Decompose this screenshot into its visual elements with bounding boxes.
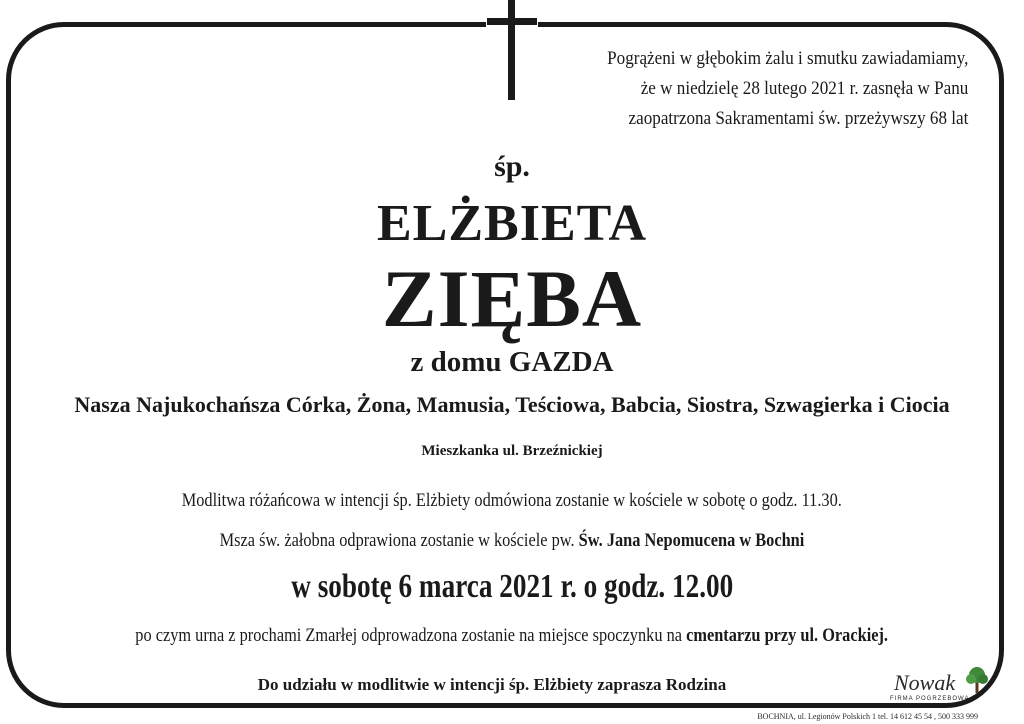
burial-prefix: po czym urna z prochami Zmarłej odprowadzona zostanie na miejsce spoczynku na bbox=[135, 625, 687, 646]
deceased-first-name: ELŻBIETA bbox=[376, 195, 648, 252]
family-invitation: Do udziału w modlitwie w intencji śp. Elżbiety zaprasza Rodzina bbox=[257, 675, 727, 694]
rosary-text: Modlitwa różańcowa w intencji śp. Elżbiety odmówiona zostanie w kościele w sobotę o godz. 11.30. bbox=[181, 490, 843, 511]
deceased-family-roles: Nasza Najukochańsza Córka, Żona, Mamusia, Teściowa, Babcia, Siostra, Szwagierka i Ciocia bbox=[74, 392, 950, 417]
tree-icon bbox=[964, 666, 990, 694]
mass-prefix: Msza św. żałobna odprawiona zostanie w kościele pw. bbox=[219, 530, 579, 551]
funeral-home-subtitle: FIRMA POGRZEBOWA bbox=[890, 696, 970, 702]
cross-icon bbox=[508, 0, 515, 100]
intro-line-3: zaopatrzona Sakramentami św. przeżywszy 68 lat bbox=[628, 108, 968, 129]
funeral-home-contact: BOCHNIA, ul. Legionów Polskich 1 tel. 14 612 45 54 , 500 333 999 bbox=[757, 712, 978, 721]
mass-text bbox=[220, 530, 805, 552]
deceased-surname: ZIĘBA bbox=[381, 253, 643, 344]
intro-announcement bbox=[607, 44, 968, 134]
burial-info bbox=[0, 625, 1024, 647]
cross-icon-bar bbox=[487, 18, 537, 25]
funeral-home-name: Nowak bbox=[894, 670, 956, 695]
burial-cemetery: cmentarzu przy ul. Orackiej. bbox=[686, 625, 889, 646]
deceased-residence: Mieszkanka ul. Brzeźnickiej bbox=[421, 443, 603, 459]
mass-info bbox=[0, 530, 1024, 552]
burial-text bbox=[136, 625, 889, 647]
rosary-info bbox=[0, 490, 1024, 512]
intro-line-2: że w niedzielę 28 lutego 2021 r. zasnęła w Panu bbox=[640, 78, 968, 99]
mass-datetime-text: w sobotę 6 marca 2021 r. o godz. 12.00 bbox=[291, 568, 733, 605]
mass-datetime bbox=[0, 568, 1024, 606]
intro-line-1: Pogrążeni w głębokim żalu i smutku zawiadamiamy, bbox=[606, 48, 968, 69]
funeral-home-logo bbox=[884, 666, 994, 706]
deceased-maiden-name: z domu GAZDA bbox=[410, 346, 614, 378]
mass-church: Św. Jana Nepomucena w Bochni bbox=[578, 530, 805, 551]
deceased-prefix: śp. bbox=[494, 150, 530, 183]
